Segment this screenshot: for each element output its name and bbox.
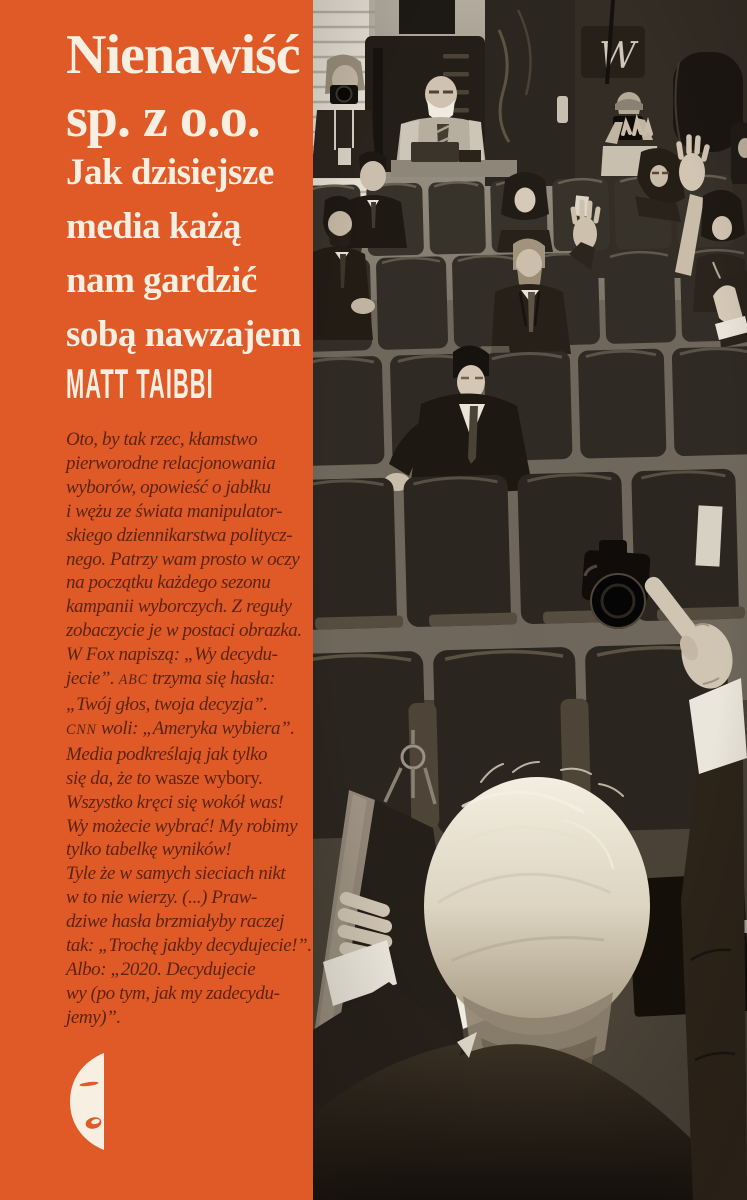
press-room-scene xyxy=(313,0,747,1200)
book-title xyxy=(66,24,316,150)
author-name: MATT TAIBBI xyxy=(66,360,214,407)
publisher-logo xyxy=(70,1053,104,1150)
subtitle-line: Jak dzisiejsze xyxy=(66,152,274,193)
press-room-photo xyxy=(313,0,747,1200)
title-line-1: Nienawiść xyxy=(66,24,300,86)
subtitle-line: sobą nawzajem xyxy=(66,314,302,355)
vignette xyxy=(313,0,747,1200)
book-subtitle xyxy=(66,146,316,362)
excerpt: Oto, by tak rzec, kłamstwo pierworodne relacjonowania wyborów, opowieść o jabłku i wężu ze świata manipulator- skiego dziennikarstwa politycz- nego. Patrzy wam prosto w oczy na początku każdego sezonu kampanii wyborczych. Z reguły zobaczycie je w postaci obrazka. W Fox napiszą: „Wy decydu- jecie”. ABC trzyma się hasła: „Twój głos, twoja decyzja”. CNN woli: „Ameryka wybiera”. Media podkreślają jak tylko się da, że to wasze wybory. Wszystko kręci się wokół was! Wy możecie wybrać! My robimy tylko tabelkę wyników! Tyle że w samych sieciach nikt w to nie wierzy. (...) Praw- dziwe hasła brzmiałyby raczej tak: „Trochę jakby decydujecie!”. Albo: „2020. Decydujecie wy (po tym, jak my zadecydu- jemy)”. xyxy=(66,429,312,1028)
subtitle-line: media każą xyxy=(66,206,241,247)
subtitle-line: nam gardzić xyxy=(66,260,257,301)
logo-half-face xyxy=(70,1053,104,1150)
orange-panel xyxy=(0,0,313,1200)
title-line-2: sp. z o.o. xyxy=(66,87,260,149)
